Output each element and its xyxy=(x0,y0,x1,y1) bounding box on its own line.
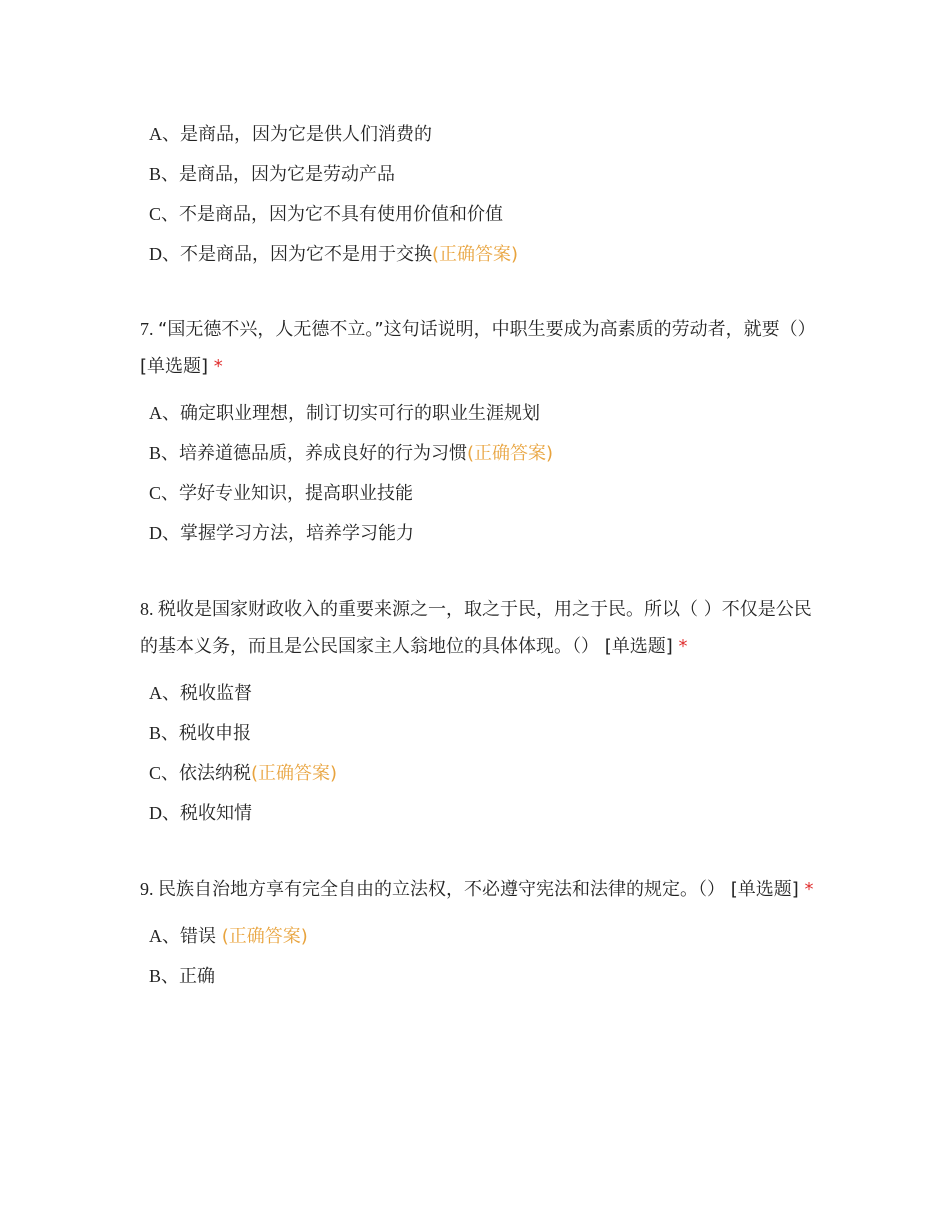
question-6-options xyxy=(140,114,820,274)
option-text: 正确 xyxy=(179,966,216,987)
question-8-stem xyxy=(140,591,820,665)
option-text: 确定职业理想，制订切实可行的职业生涯规划 xyxy=(180,403,540,424)
option-letter: D、 xyxy=(149,523,180,543)
option-text: 掌握学习方法，培养学习能力 xyxy=(180,523,414,544)
question-7 xyxy=(140,311,820,553)
option-a[interactable] xyxy=(140,673,820,713)
question-9 xyxy=(140,871,820,996)
option-letter: A、 xyxy=(149,683,180,703)
question-7-stem xyxy=(140,311,820,385)
option-text: 是商品，因为它是劳动产品 xyxy=(179,164,396,185)
option-text: 是商品，因为它是供人们消费的 xyxy=(180,124,432,145)
option-d[interactable] xyxy=(140,513,820,553)
option-letter: C、 xyxy=(149,483,180,503)
option-letter: A、 xyxy=(149,403,180,423)
option-text: 税收监督 xyxy=(180,683,252,704)
question-9-stem xyxy=(140,871,820,908)
correct-answer-mark: (正确答案) xyxy=(467,443,554,464)
option-b[interactable] xyxy=(140,433,820,473)
option-letter: B、 xyxy=(149,443,180,463)
required-marker: * xyxy=(804,879,814,900)
correct-answer-mark: (正确答案) xyxy=(251,763,338,784)
option-c[interactable] xyxy=(140,194,820,234)
question-type: [单选题] xyxy=(140,356,209,377)
option-a[interactable] xyxy=(140,916,820,956)
question-text: 税收是国家财政收入的重要来源之一，取之于民，用之于民。所以（ ）不仅是公民的基本义务，而且是公民国家主人翁地位的具体体现。（） xyxy=(140,599,812,657)
option-c[interactable] xyxy=(140,473,820,513)
question-number: 9. xyxy=(140,879,158,899)
option-b[interactable] xyxy=(140,154,820,194)
question-type: [单选题] xyxy=(730,879,799,900)
option-a[interactable] xyxy=(140,393,820,433)
option-text: 错误 xyxy=(180,926,222,947)
option-b[interactable] xyxy=(140,956,820,996)
question-number: 7. xyxy=(140,319,158,339)
required-marker: * xyxy=(678,636,688,657)
required-marker: * xyxy=(213,356,223,377)
option-c[interactable] xyxy=(140,753,820,793)
option-a[interactable] xyxy=(140,114,820,154)
question-text: 民族自治地方享有完全自由的立法权，不必遵守宪法和法律的规定。（） xyxy=(158,879,725,900)
option-letter: A、 xyxy=(149,124,180,144)
option-b[interactable] xyxy=(140,713,820,753)
option-letter: C、 xyxy=(149,763,180,783)
question-8 xyxy=(140,591,820,833)
question-number: 8. xyxy=(140,599,158,619)
option-d[interactable] xyxy=(140,793,820,833)
option-text: 不是商品，因为它不是用于交换 xyxy=(180,244,432,265)
correct-answer-mark: (正确答案) xyxy=(221,926,308,947)
option-text: 税收知情 xyxy=(180,803,252,824)
option-text: 依法纳税 xyxy=(179,763,252,784)
option-text: 培养道德品质，养成良好的行为习惯 xyxy=(179,443,468,464)
option-letter: A、 xyxy=(149,926,180,946)
option-letter: D、 xyxy=(149,803,180,823)
option-text: 税收申报 xyxy=(179,723,252,744)
question-text: “国无德不兴，人无德不立。”这句话说明，中职生要成为高素质的劳动者，就要（） xyxy=(158,319,816,340)
option-letter: B、 xyxy=(149,164,180,184)
correct-answer-mark: (正确答案) xyxy=(432,244,519,265)
option-letter: D、 xyxy=(149,244,180,264)
option-d[interactable] xyxy=(140,234,820,274)
option-letter: B、 xyxy=(149,966,180,986)
option-text: 不是商品，因为它不具有使用价值和价值 xyxy=(179,204,504,225)
option-letter: B、 xyxy=(149,723,180,743)
option-text: 学好专业知识，提高职业技能 xyxy=(179,483,414,504)
option-letter: C、 xyxy=(149,204,180,224)
question-type: [单选题] xyxy=(604,636,673,657)
